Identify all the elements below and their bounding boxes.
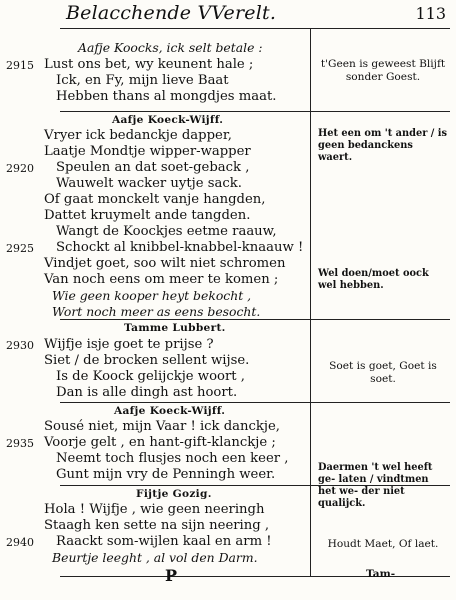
section-rule xyxy=(60,402,450,403)
catchword: Tam- xyxy=(366,568,396,580)
verse-line: Voorje gelt , en hant-gift-klanckje ; xyxy=(44,435,276,450)
section-rule xyxy=(60,319,450,320)
section-rule xyxy=(60,111,450,112)
margin-note: t'Geen is geweest Blijft sonder Goest. xyxy=(320,58,446,83)
speaker-heading: Fijtje Gozig. xyxy=(136,488,212,500)
verse-line: Wangt de Koockjes eetme raauw, xyxy=(56,224,277,239)
margin-note: Soet is goet, Goet is soet. xyxy=(329,360,437,385)
verse-line: Vindjet goet, soo wilt niet schromen xyxy=(44,256,286,271)
line-number: 2940 xyxy=(6,536,34,549)
verse-line: Raackt som-wijlen kaal en arm ! xyxy=(56,534,272,549)
running-title: Belacchende VVerelt. xyxy=(66,2,277,24)
margin-note: Daermen 't wel heeft ge- laten / vindtmen het we- der niet qualijck. xyxy=(318,462,433,509)
verse-line: Siet / de brocken sellent wijse. xyxy=(44,353,250,368)
verse-line: Wauwelt wacker uytje sack. xyxy=(56,176,242,191)
verse-line: Wort noch meer as eens besocht. xyxy=(52,304,261,319)
verse-line: Sousé niet, mijn Vaar ! ick danckje, xyxy=(44,419,280,434)
verse-line: Ick, en Fy, mijn lieve Baat xyxy=(56,73,229,88)
verse-line: Staagh ken sette na sijn neering , xyxy=(44,518,270,533)
line-number: 2925 xyxy=(6,242,34,255)
margin-note: Wel doen/moet oock wel hebben. xyxy=(318,268,429,291)
speaker-heading: Aafje Koeck-Wijff. xyxy=(114,405,226,417)
verse-line: Lust ons bet, wy keunent hale ; xyxy=(44,57,254,72)
speaker-heading: Tamme Lubbert. xyxy=(124,322,226,334)
verse-line: Wijfje isje goet te prijse ? xyxy=(44,337,214,352)
verse-line: Dan is alle dingh ast hoort. xyxy=(56,385,238,400)
verse-line: Schockt al knibbel-knabbel-knaauw ! xyxy=(56,240,304,255)
line-number: 2920 xyxy=(6,162,34,175)
verse-line: Hola ! Wijfje , wie geen neeringh xyxy=(44,502,265,517)
verse-line: Neemt toch flusjes noch een keer , xyxy=(56,451,289,466)
line-number: 2935 xyxy=(6,437,34,450)
line-number: 2915 xyxy=(6,59,34,72)
verse-line: Laatje Mondtje wipper-wapper xyxy=(44,144,251,159)
page-number: 113 xyxy=(415,4,446,23)
verse-line: Is de Koock gelijckje woort , xyxy=(56,369,245,384)
line-number: 2930 xyxy=(6,339,34,352)
verse-line: Gunt mijn vry de Penningh weer. xyxy=(56,467,276,482)
verse-line: Vryer ick bedanckje dapper, xyxy=(44,128,232,143)
section-rule xyxy=(60,485,450,486)
signature-mark: P xyxy=(165,566,178,585)
margin-note: Het een om 't ander / is geen bedanckens waert. xyxy=(318,128,448,163)
verse-line: Wie geen kooper heyt bekocht , xyxy=(52,288,252,303)
running-header xyxy=(60,0,450,29)
margin-note: Houdt Maet, Of laet. xyxy=(327,538,439,550)
speaker-line: Aafje Koocks, ick selt betale : xyxy=(78,40,263,55)
verse-line: Dattet kruymelt ande tangden. xyxy=(44,208,251,223)
verse-line: Beurtje leeght , al vol den Darm. xyxy=(52,550,258,565)
verse-line: Hebben thans al mongdjes maat. xyxy=(56,89,277,104)
verse-line: Of gaat monckelt vanje hangden, xyxy=(44,192,266,207)
verse-line: Van noch eens om meer te komen ; xyxy=(44,272,279,287)
verse-line: Speulen an dat soet-geback , xyxy=(56,160,250,175)
speaker-heading: Aafje Koeck-Wijff. xyxy=(112,114,224,126)
